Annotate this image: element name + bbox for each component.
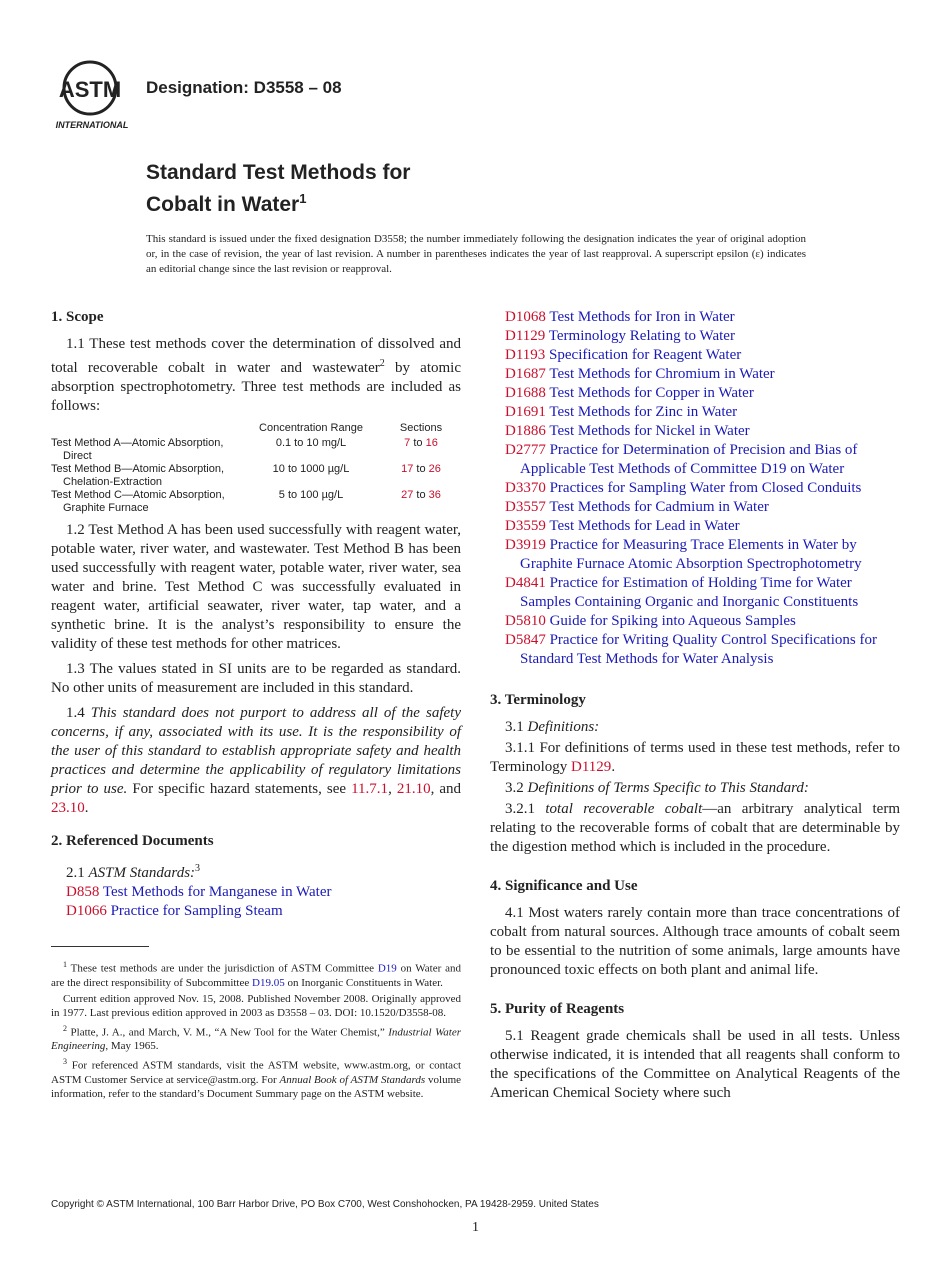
copyright: Copyright © ASTM International, 100 Barr Harbor Drive, PO Box C700, West Conshohocken, PA 19428-2959. United States bbox=[51, 1199, 599, 1210]
subcommittee-link[interactable]: D19.05 bbox=[252, 976, 285, 989]
list-item bbox=[490, 441, 900, 479]
footnote-2: $^2$ Platte, J. A., and March, V. M., “A New Tool for the Water Chemist,” Industrial Water Engineering, May 1965. bbox=[51, 1023, 461, 1053]
astm-standards-label: 2.1 ASTM Standards:$^3$ bbox=[66, 863, 201, 881]
table-row: Test Method B—Atomic Absorption, Chelation-Extraction 10 to 1000 µg/L 17 to 26 bbox=[51, 463, 441, 488]
doc-code-link[interactable]: D1688 bbox=[505, 385, 546, 401]
doc-code-link[interactable]: D3370 bbox=[505, 480, 546, 496]
doc-code-link[interactable]: D5810 bbox=[505, 613, 546, 629]
significance-heading: 4. Significance and Use bbox=[490, 878, 638, 894]
list-item bbox=[490, 403, 900, 422]
doc-title-link[interactable]: Test Methods for Manganese in Water bbox=[102, 884, 332, 900]
table-row: Test Method A—Atomic Absorption, Direct 0.1 to 10 mg/L 7 to 16 bbox=[51, 437, 438, 462]
terminology-heading: 3. Terminology bbox=[490, 692, 586, 708]
scope-p11: 1.1 These test methods cover the determination of dissolved and total recoverable cobalt in water and wastewater$^2$ by atomic absorption spectrophotometry. Three test methods are included as follows: bbox=[51, 336, 461, 414]
doc-code-link[interactable]: D5847 bbox=[505, 632, 546, 648]
doc-title-link[interactable]: Practice for Determination of Precision and Bias of Applicable Test Methods of Committee D19 on Water bbox=[520, 442, 858, 477]
list-item bbox=[490, 479, 900, 498]
doc-code-link[interactable]: D4841 bbox=[505, 575, 546, 591]
terminology-p321: 3.2.1 total recoverable cobalt—an arbitrary analytical term relating to the recoverable forms of cobalt that are determinable by the digestion method which is included in the procedure. bbox=[490, 801, 900, 855]
doc-code-link[interactable]: D1691 bbox=[505, 404, 546, 420]
logo-text-bottom: INTERNATIONAL bbox=[55, 120, 129, 130]
definitions-label: 3.1 Definitions: bbox=[505, 719, 600, 735]
footnote-1: $^1$ These test methods are under the jurisdiction of ASTM Committee D19 on Water and are the direct responsibility of Subcommittee D19.05 on Inorganic Constituents in Water. bbox=[51, 960, 461, 989]
purity-p51: 5.1 Reagent grade chemicals shall be used in all tests. Unless otherwise indicated, it is intended that all reagents shall conform to the specifications of the Committee on Analytical Reagents of the American Chemical Society where such bbox=[490, 1028, 900, 1101]
designation: Designation: D3558 – 08 bbox=[146, 78, 342, 97]
purity-heading: 5. Purity of Reagents bbox=[490, 1001, 625, 1017]
section-link[interactable]: 26 bbox=[428, 463, 441, 475]
list-item bbox=[51, 883, 461, 902]
page-title bbox=[146, 160, 410, 218]
scope-p12: 1.2 Test Method A has been used successfully with reagent water, potable water, river water, and wastewater. Test Method B has been used successfully with reagent water, potable water, river water, sea water and brine. Test Method C was successfully evaluated in reagent water, artificial seawater, river water, tap water, and a synthetic brine. It is the analyst’s responsibility to ensure the validity of these test methods for other matrices. bbox=[51, 522, 461, 652]
doc-title-link[interactable]: Practice for Measuring Trace Elements in Water by Graphite Furnace Atomic Absorption Spectrophotometry bbox=[520, 537, 862, 572]
list-item bbox=[490, 612, 900, 631]
doc-title-link[interactable]: Practice for Estimation of Holding Time for Water Samples Containing Organic and Inorganic Constituents bbox=[520, 575, 859, 610]
doc-code-link[interactable]: D1687 bbox=[505, 366, 546, 382]
list-item bbox=[490, 308, 900, 327]
doc-title-link[interactable]: Specification for Reagent Water bbox=[549, 347, 742, 363]
list-item bbox=[490, 574, 900, 612]
doc-title-link[interactable]: Test Methods for Cadmium in Water bbox=[549, 499, 769, 515]
doc-code-link[interactable]: D1129 bbox=[505, 328, 546, 344]
logo-text-top: ASTM bbox=[58, 77, 122, 102]
section-link[interactable]: 21.10 bbox=[396, 781, 431, 797]
section-link[interactable]: 36 bbox=[428, 489, 441, 501]
doc-title-link[interactable]: Test Methods for Copper in Water bbox=[549, 385, 754, 401]
list-item bbox=[490, 384, 900, 403]
terminology-p311: 3.1.1 For definitions of terms used in these test methods, refer to Terminology D1129. bbox=[490, 740, 900, 775]
list-item bbox=[51, 902, 461, 921]
table-row: Test Method C—Atomic Absorption, Graphite Furnace 5 to 100 µg/L 27 to 36 bbox=[51, 489, 441, 514]
list-item bbox=[490, 346, 900, 365]
doc-title-link[interactable]: Test Methods for Iron in Water bbox=[549, 309, 735, 325]
method-table bbox=[51, 422, 461, 515]
doc-title-link[interactable]: Test Methods for Zinc in Water bbox=[549, 404, 738, 420]
doc-title-link[interactable]: Terminology Relating to Water bbox=[548, 328, 735, 344]
specific-definitions-label: 3.2 Definitions of Terms Specific to This Standard: bbox=[505, 780, 809, 796]
section-link[interactable]: 11.7.1 bbox=[351, 781, 389, 797]
section-link[interactable]: 27 bbox=[401, 489, 414, 501]
doc-title-link[interactable]: Practices for Sampling Water from Closed Conduits bbox=[549, 480, 862, 496]
footnote-rule bbox=[51, 946, 149, 947]
doc-title-link[interactable]: Practice for Writing Quality Control Specifications for Standard Test Methods for Water Analysis bbox=[520, 632, 877, 667]
title-line-2: Cobalt in Water bbox=[146, 193, 300, 216]
significance-p41: 4.1 Most waters rarely contain more than trace concentrations of cobalt from natural sources. Although trace amounts of cobalt seem to be essential to the nutrition of some animals, large amounts have pronounced toxic effects on both plant and animal life. bbox=[490, 905, 900, 978]
col-sections-header: Sections bbox=[399, 422, 443, 434]
doc-title-link[interactable]: Practice for Sampling Steam bbox=[110, 903, 283, 919]
section-link[interactable]: 23.10 bbox=[51, 800, 85, 816]
doc-title-link[interactable]: Test Methods for Nickel in Water bbox=[549, 423, 750, 439]
doc-code-link[interactable]: D1068 bbox=[505, 309, 546, 325]
list-item bbox=[490, 517, 900, 536]
doc-code-link[interactable]: D858 bbox=[66, 884, 100, 900]
list-item bbox=[490, 422, 900, 441]
scope-p13: 1.3 The values stated in SI units are to be regarded as standard. No other units of measurement are included in this standard. bbox=[51, 661, 461, 696]
reference-list bbox=[490, 308, 900, 669]
doc-code-link[interactable]: D1886 bbox=[505, 423, 546, 439]
doc-code-link[interactable]: D1129 bbox=[571, 759, 612, 775]
section-link[interactable]: 17 bbox=[401, 463, 414, 475]
list-item bbox=[490, 327, 900, 346]
list-item bbox=[490, 631, 900, 669]
right-column bbox=[490, 308, 900, 1109]
left-column bbox=[51, 308, 461, 921]
title-line-1: Standard Test Methods for bbox=[146, 161, 411, 184]
scope-heading: 1. Scope bbox=[51, 309, 104, 325]
astm-logo bbox=[50, 58, 134, 134]
section-link[interactable]: 16 bbox=[425, 437, 438, 449]
doc-title-link[interactable]: Guide for Spiking into Aqueous Samples bbox=[549, 613, 796, 629]
title-footnote-mark: 1 bbox=[299, 191, 307, 206]
scope-p14: 1.4 This standard does not purport to address all of the safety concerns, if any, associated with its use. It is the responsibility of the user of this standard to establish appropriate safety and health practices and determine the applicability of regulatory limitations prior to use. For specific hazard statements, see 11.7.1, 21.10, and 23.10. bbox=[51, 705, 462, 816]
page-number: 1 bbox=[472, 1220, 479, 1235]
referenced-heading: 2. Referenced Documents bbox=[51, 833, 214, 849]
list-item bbox=[490, 365, 900, 384]
footnote-3: $^3$ For referenced ASTM standards, visit the ASTM website, www.astm.org, or contact ASTM Customer Service at service@astm.org. For Annual Book of ASTM Standards volume information, refer to the standard’s Document Summary page on the ASTM website. bbox=[51, 1057, 462, 1100]
footnote-1-edition: Current edition approved Nov. 15, 2008. Published November 2008. Originally approved in 1977. Last previous edition approved in 2003 as D3558 – 03. DOI: 10.1520/D3558-08. bbox=[51, 992, 461, 1019]
section-link[interactable]: 7 bbox=[404, 437, 411, 449]
committee-link[interactable]: D19 bbox=[377, 962, 397, 975]
col-range-header: Concentration Range bbox=[259, 422, 363, 434]
doc-code-link[interactable]: D2777 bbox=[505, 442, 546, 458]
list-item bbox=[490, 498, 900, 517]
list-item bbox=[490, 536, 900, 574]
doc-code-link[interactable]: D3557 bbox=[505, 499, 546, 515]
doc-code-link[interactable]: D1066 bbox=[66, 903, 107, 919]
doc-code-link[interactable]: D3919 bbox=[505, 537, 546, 553]
doc-title-link[interactable]: Test Methods for Chromium in Water bbox=[549, 366, 775, 382]
doc-code-link[interactable]: D3559 bbox=[505, 518, 546, 534]
footnotes bbox=[51, 958, 461, 1103]
doc-code-link[interactable]: D1193 bbox=[505, 347, 546, 363]
edition-notice: This standard is issued under the fixed designation D3558; the number immediately following the designation indicates the year of original adoption or, in the case of revision, the year of last revision. A number in parentheses indicates the year of last reapproval. A superscript epsilon (ε) indicates an editorial change since the last revision or reapproval. bbox=[146, 233, 806, 275]
doc-title-link[interactable]: Test Methods for Lead in Water bbox=[549, 518, 740, 534]
